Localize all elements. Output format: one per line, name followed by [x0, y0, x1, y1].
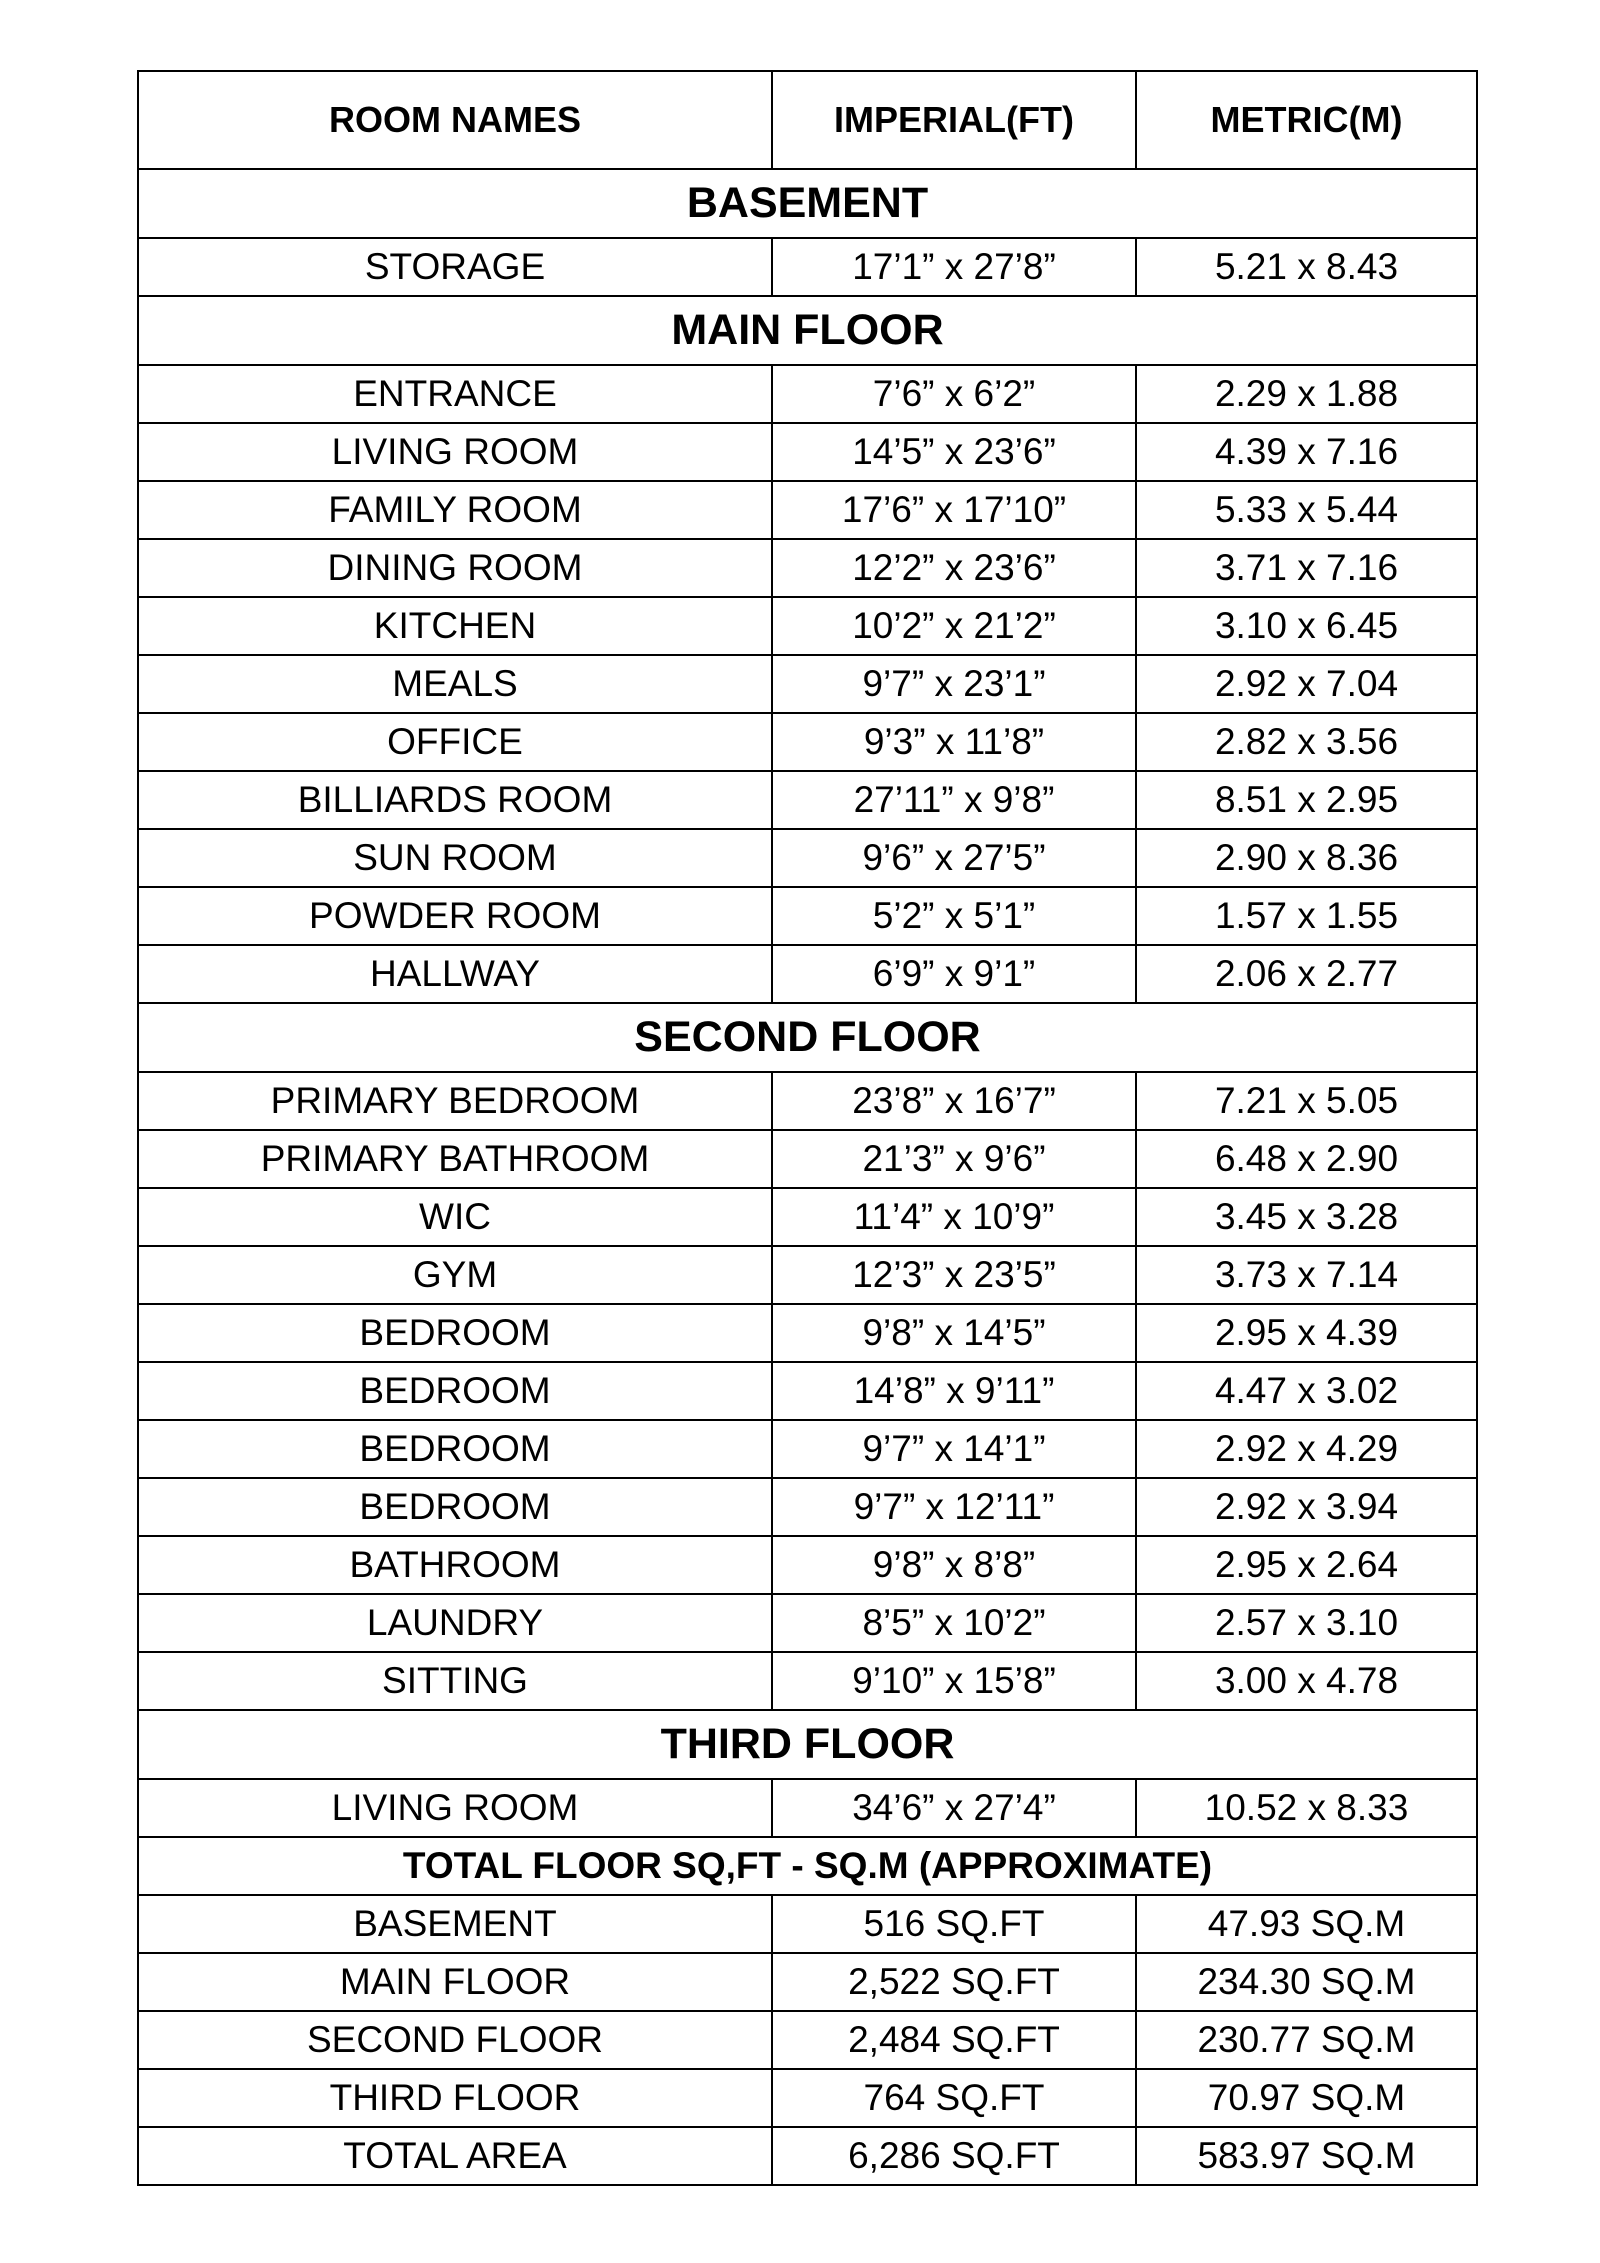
totals-row: [138, 2127, 1477, 2185]
section-heading-title: SECOND FLOOR: [138, 1003, 1477, 1072]
metric-cell: 2.57 x 3.10: [1136, 1594, 1477, 1652]
room-name-cell: BILLIARDS ROOM: [138, 771, 772, 829]
imperial-cell: 10’2” x 21’2”: [772, 597, 1136, 655]
imperial-cell: 2,522 SQ.FT: [772, 1953, 1136, 2011]
room-name-cell: LIVING ROOM: [138, 1779, 772, 1837]
table-row: [138, 1420, 1477, 1478]
imperial-cell: 764 SQ.FT: [772, 2069, 1136, 2127]
table-row: [138, 771, 1477, 829]
metric-cell: 10.52 x 8.33: [1136, 1779, 1477, 1837]
table-row: [138, 1536, 1477, 1594]
metric-cell: 2.06 x 2.77: [1136, 945, 1477, 1003]
room-name-cell: LAUNDRY: [138, 1594, 772, 1652]
header-room-names: ROOM NAMES: [138, 71, 772, 169]
imperial-cell: 2,484 SQ.FT: [772, 2011, 1136, 2069]
room-dimensions-table: [137, 70, 1478, 2186]
room-name-cell: MAIN FLOOR: [138, 1953, 772, 2011]
table-row: [138, 423, 1477, 481]
room-name-cell: LIVING ROOM: [138, 423, 772, 481]
room-name-cell: BEDROOM: [138, 1362, 772, 1420]
room-name-cell: PRIMARY BEDROOM: [138, 1072, 772, 1130]
metric-cell: 1.57 x 1.55: [1136, 887, 1477, 945]
imperial-cell: 11’4” x 10’9”: [772, 1188, 1136, 1246]
table-row: [138, 1594, 1477, 1652]
room-name-cell: DINING ROOM: [138, 539, 772, 597]
imperial-cell: 12’3” x 23’5”: [772, 1246, 1136, 1304]
room-name-cell: HALLWAY: [138, 945, 772, 1003]
room-name-cell: BEDROOM: [138, 1478, 772, 1536]
imperial-cell: 8’5” x 10’2”: [772, 1594, 1136, 1652]
table-row: [138, 1188, 1477, 1246]
table-body: [138, 71, 1477, 2185]
totals-heading-row: [138, 1837, 1477, 1895]
table-row: [138, 1478, 1477, 1536]
imperial-cell: 9’10” x 15’8”: [772, 1652, 1136, 1710]
room-name-cell: TOTAL AREA: [138, 2127, 772, 2185]
imperial-cell: 14’5” x 23’6”: [772, 423, 1136, 481]
room-name-cell: SITTING: [138, 1652, 772, 1710]
section-heading-title: THIRD FLOOR: [138, 1710, 1477, 1779]
metric-cell: 3.73 x 7.14: [1136, 1246, 1477, 1304]
header-metric: METRIC(M): [1136, 71, 1477, 169]
section-heading-row: [138, 169, 1477, 238]
metric-cell: 70.97 SQ.M: [1136, 2069, 1477, 2127]
room-name-cell: OFFICE: [138, 713, 772, 771]
metric-cell: 2.29 x 1.88: [1136, 365, 1477, 423]
imperial-cell: 17’1” x 27’8”: [772, 238, 1136, 296]
table-row: [138, 539, 1477, 597]
room-name-cell: BASEMENT: [138, 1895, 772, 1953]
table-row: [138, 1304, 1477, 1362]
metric-cell: 7.21 x 5.05: [1136, 1072, 1477, 1130]
table-row: [138, 238, 1477, 296]
table-row: [138, 655, 1477, 713]
imperial-cell: 6’9” x 9’1”: [772, 945, 1136, 1003]
metric-cell: 3.10 x 6.45: [1136, 597, 1477, 655]
table-row: [138, 887, 1477, 945]
imperial-cell: 6,286 SQ.FT: [772, 2127, 1136, 2185]
table-row: [138, 1652, 1477, 1710]
section-heading-row: [138, 1003, 1477, 1072]
metric-cell: 583.97 SQ.M: [1136, 2127, 1477, 2185]
totals-heading-title: TOTAL FLOOR SQ,FT - SQ.M (APPROXIMATE): [138, 1837, 1477, 1895]
room-name-cell: FAMILY ROOM: [138, 481, 772, 539]
imperial-cell: 9’6” x 27’5”: [772, 829, 1136, 887]
room-name-cell: BATHROOM: [138, 1536, 772, 1594]
table-row: [138, 481, 1477, 539]
imperial-cell: 17’6” x 17’10”: [772, 481, 1136, 539]
table-row: [138, 365, 1477, 423]
imperial-cell: 23’8” x 16’7”: [772, 1072, 1136, 1130]
table-row: [138, 1130, 1477, 1188]
metric-cell: 4.39 x 7.16: [1136, 423, 1477, 481]
metric-cell: 2.92 x 7.04: [1136, 655, 1477, 713]
section-heading-title: MAIN FLOOR: [138, 296, 1477, 365]
metric-cell: 8.51 x 2.95: [1136, 771, 1477, 829]
metric-cell: 5.33 x 5.44: [1136, 481, 1477, 539]
room-name-cell: BEDROOM: [138, 1304, 772, 1362]
metric-cell: 6.48 x 2.90: [1136, 1130, 1477, 1188]
metric-cell: 47.93 SQ.M: [1136, 1895, 1477, 1953]
table-row: [138, 597, 1477, 655]
table-row: [138, 1362, 1477, 1420]
room-name-cell: SECOND FLOOR: [138, 2011, 772, 2069]
imperial-cell: 9’8” x 8’8”: [772, 1536, 1136, 1594]
room-name-cell: WIC: [138, 1188, 772, 1246]
table-row: [138, 1779, 1477, 1837]
room-name-cell: POWDER ROOM: [138, 887, 772, 945]
table-row: [138, 945, 1477, 1003]
metric-cell: 230.77 SQ.M: [1136, 2011, 1477, 2069]
room-name-cell: THIRD FLOOR: [138, 2069, 772, 2127]
room-name-cell: GYM: [138, 1246, 772, 1304]
imperial-cell: 9’3” x 11’8”: [772, 713, 1136, 771]
imperial-cell: 14’8” x 9’11”: [772, 1362, 1136, 1420]
room-name-cell: BEDROOM: [138, 1420, 772, 1478]
metric-cell: 3.00 x 4.78: [1136, 1652, 1477, 1710]
header-row: [138, 71, 1477, 169]
totals-row: [138, 1895, 1477, 1953]
imperial-cell: 7’6” x 6’2”: [772, 365, 1136, 423]
header-imperial: IMPERIAL(FT): [772, 71, 1136, 169]
imperial-cell: 9’8” x 14’5”: [772, 1304, 1136, 1362]
imperial-cell: 9’7” x 23’1”: [772, 655, 1136, 713]
metric-cell: 2.95 x 2.64: [1136, 1536, 1477, 1594]
imperial-cell: 516 SQ.FT: [772, 1895, 1136, 1953]
table-row: [138, 713, 1477, 771]
table-row: [138, 1246, 1477, 1304]
table-row: [138, 1072, 1477, 1130]
metric-cell: 2.82 x 3.56: [1136, 713, 1477, 771]
section-heading-row: [138, 1710, 1477, 1779]
room-name-cell: PRIMARY BATHROOM: [138, 1130, 772, 1188]
table-row: [138, 829, 1477, 887]
metric-cell: 2.92 x 4.29: [1136, 1420, 1477, 1478]
imperial-cell: 34’6” x 27’4”: [772, 1779, 1136, 1837]
totals-row: [138, 2011, 1477, 2069]
room-name-cell: MEALS: [138, 655, 772, 713]
metric-cell: 4.47 x 3.02: [1136, 1362, 1477, 1420]
imperial-cell: 9’7” x 14’1”: [772, 1420, 1136, 1478]
room-name-cell: STORAGE: [138, 238, 772, 296]
imperial-cell: 21’3” x 9’6”: [772, 1130, 1136, 1188]
imperial-cell: 27’11” x 9’8”: [772, 771, 1136, 829]
imperial-cell: 9’7” x 12’11”: [772, 1478, 1136, 1536]
section-heading-title: BASEMENT: [138, 169, 1477, 238]
metric-cell: 2.90 x 8.36: [1136, 829, 1477, 887]
imperial-cell: 12’2” x 23’6”: [772, 539, 1136, 597]
metric-cell: 2.95 x 4.39: [1136, 1304, 1477, 1362]
section-heading-row: [138, 296, 1477, 365]
metric-cell: 3.45 x 3.28: [1136, 1188, 1477, 1246]
room-name-cell: ENTRANCE: [138, 365, 772, 423]
imperial-cell: 5’2” x 5’1”: [772, 887, 1136, 945]
metric-cell: 234.30 SQ.M: [1136, 1953, 1477, 2011]
room-name-cell: KITCHEN: [138, 597, 772, 655]
metric-cell: 5.21 x 8.43: [1136, 238, 1477, 296]
room-name-cell: SUN ROOM: [138, 829, 772, 887]
metric-cell: 2.92 x 3.94: [1136, 1478, 1477, 1536]
totals-row: [138, 2069, 1477, 2127]
metric-cell: 3.71 x 7.16: [1136, 539, 1477, 597]
totals-row: [138, 1953, 1477, 2011]
